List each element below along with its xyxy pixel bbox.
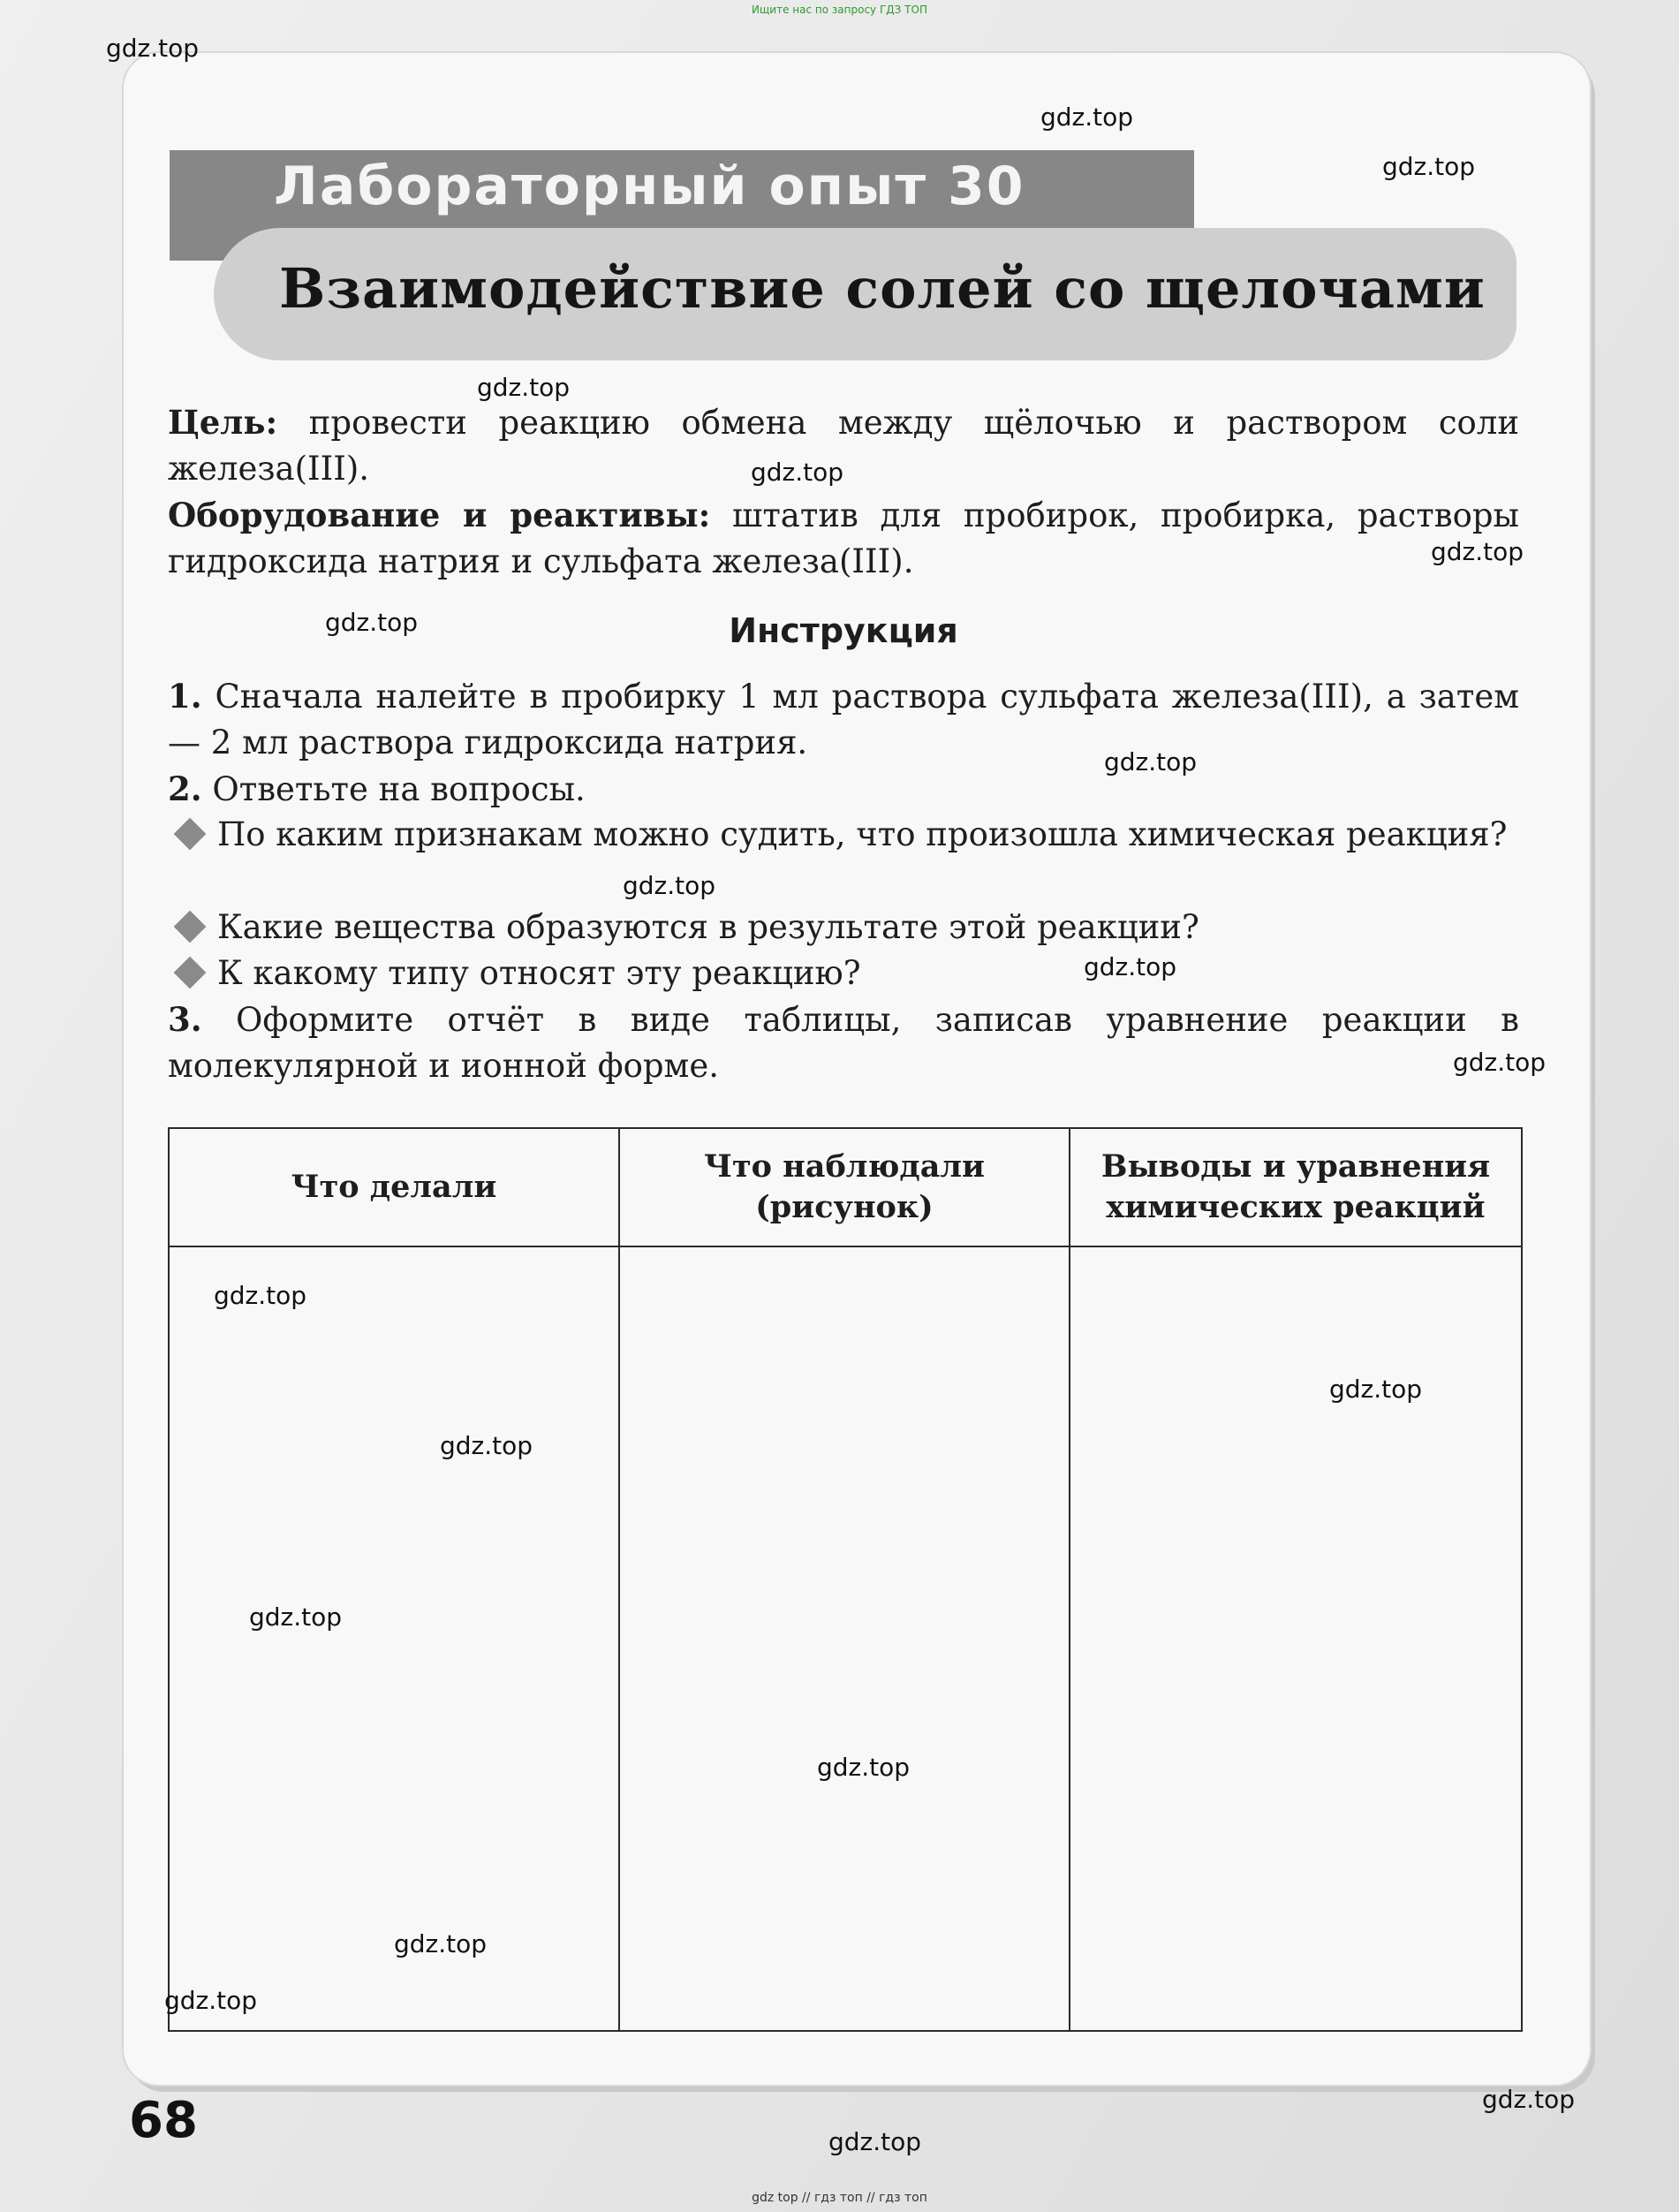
column-header-conclusions: Выводы и уравнения химических реакций xyxy=(1070,1128,1522,1246)
lab-title: Лабораторный опыт 30 xyxy=(274,155,1025,217)
watermark: gdz.top xyxy=(164,1986,258,2015)
step-2 xyxy=(168,766,1519,813)
watermark: gdz.top xyxy=(623,871,716,900)
top-notice: Ищите нас по запросу ГДЗ ТОП xyxy=(752,4,927,16)
answer-cell-what-did[interactable] xyxy=(169,1246,619,2031)
diamond-bullet-icon xyxy=(174,957,207,989)
goal-text: провести реакцию обмена между щёлочью и раствором соли железа(III). xyxy=(168,404,1519,488)
diamond-bullet-icon xyxy=(174,911,207,943)
diamond-bullet-icon xyxy=(174,818,207,851)
equipment-text: штатив для пробирок, пробирка, растворы гидроксида натрия и сульфата железа(III). xyxy=(168,496,1520,580)
watermark: gdz.top xyxy=(751,458,844,487)
step-3-number: 3. xyxy=(168,1000,202,1039)
column-header-what-did: Что делали xyxy=(169,1128,619,1246)
step-1 xyxy=(168,673,1519,766)
question-text: К какому типу относят эту реакцию? xyxy=(217,954,861,992)
watermark: gdz.top xyxy=(477,373,571,402)
watermark: gdz.top xyxy=(1431,537,1524,566)
step-1-text: Сначала налейте в пробирку 1 мл раствора сульфата железа(III), а затем — 2 мл раствора гидроксида натрия. xyxy=(168,678,1519,761)
table-row xyxy=(169,1246,1522,2031)
step-3-text: Оформите отчёт в виде таблицы, записав уравнение реакции в молекулярной и ионной форме. xyxy=(168,1001,1519,1085)
question-text: Какие вещества образуются в результате этой реакции? xyxy=(217,908,1199,946)
page-subtitle: Взаимодействие солей со щелочами xyxy=(279,256,1486,321)
watermark: gdz.top xyxy=(325,608,419,637)
equipment-label: Оборудование и реактивы: xyxy=(168,496,711,534)
step-2-text: Ответьте на вопросы. xyxy=(201,770,586,808)
bottom-notice: gdz top // гдз топ // гдз топ xyxy=(752,2191,927,2205)
goal-label: Цель: xyxy=(168,403,278,442)
column-header-observed: Что наблюдали (рисунок) xyxy=(619,1128,1070,1246)
step-2-number: 2. xyxy=(168,769,202,808)
instructions-heading: Инструкция xyxy=(729,611,958,650)
step-1-number: 1. xyxy=(168,677,202,716)
watermark: gdz.top xyxy=(106,34,200,63)
watermark: gdz.top xyxy=(1104,747,1198,776)
watermark: gdz.top xyxy=(1040,102,1134,132)
watermark: gdz.top xyxy=(1453,1048,1547,1077)
watermark: gdz.top xyxy=(394,1929,488,1958)
question-1 xyxy=(168,812,1519,858)
watermark: gdz.top xyxy=(1329,1375,1423,1404)
answer-cell-conclusions[interactable] xyxy=(1070,1246,1522,2031)
watermark: gdz.top xyxy=(817,1753,911,1782)
watermark: gdz.top xyxy=(249,1602,343,1632)
watermark: gdz.top xyxy=(440,1431,533,1460)
watermark: gdz.top xyxy=(1382,152,1476,181)
watermark: gdz.top xyxy=(1084,952,1177,981)
report-table xyxy=(168,1127,1523,2032)
page-number: 68 xyxy=(129,2092,198,2149)
question-3 xyxy=(168,951,1519,996)
question-2 xyxy=(168,905,1519,951)
equipment-paragraph xyxy=(168,492,1519,585)
watermark: gdz.top xyxy=(828,2127,922,2156)
table-header-row xyxy=(169,1128,1522,1246)
watermark: gdz.top xyxy=(1482,2085,1576,2114)
answer-cell-observed[interactable] xyxy=(619,1246,1070,2031)
step-3 xyxy=(168,996,1519,1089)
question-text: По каким признакам можно судить, что произошла химическая реакция? xyxy=(217,815,1508,853)
watermark: gdz.top xyxy=(214,1281,307,1310)
